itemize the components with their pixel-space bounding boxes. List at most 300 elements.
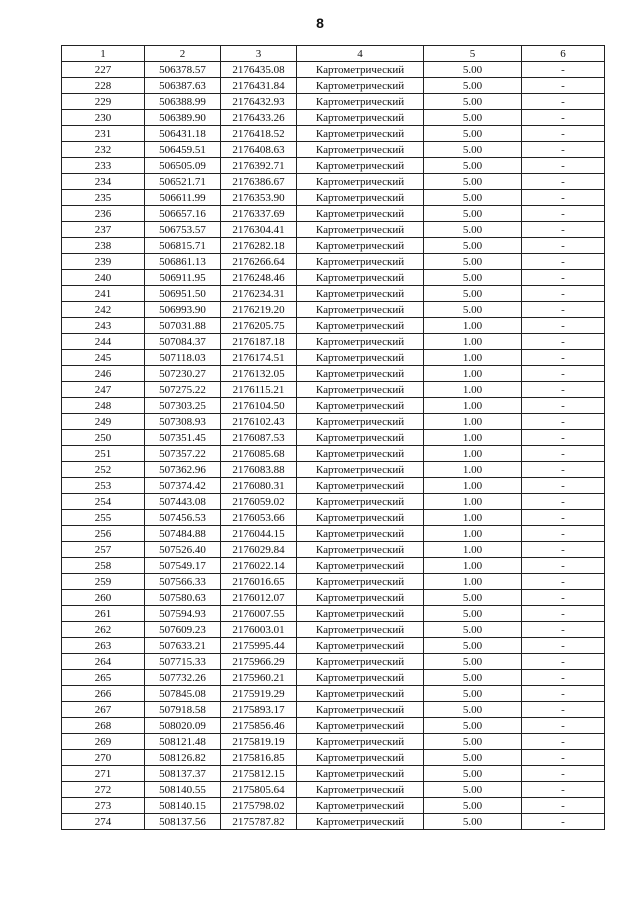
- point-number-cell: 246: [62, 366, 145, 382]
- note-cell: -: [522, 158, 605, 174]
- accuracy-cell: 5.00: [424, 238, 522, 254]
- table-row: [62, 622, 605, 638]
- note-cell: -: [522, 622, 605, 638]
- accuracy-cell: 1.00: [424, 398, 522, 414]
- accuracy-cell: 5.00: [424, 750, 522, 766]
- point-number-cell: 234: [62, 174, 145, 190]
- header-cell-2: 2: [145, 46, 221, 62]
- accuracy-cell: 1.00: [424, 350, 522, 366]
- table-row: [62, 286, 605, 302]
- x-coordinate-cell: 506521.71: [145, 174, 221, 190]
- note-cell: -: [522, 382, 605, 398]
- accuracy-cell: 5.00: [424, 222, 522, 238]
- x-coordinate-cell: 506951.50: [145, 286, 221, 302]
- point-number-cell: 272: [62, 782, 145, 798]
- note-cell: -: [522, 638, 605, 654]
- point-number-cell: 249: [62, 414, 145, 430]
- note-cell: -: [522, 286, 605, 302]
- x-coordinate-cell: 506815.71: [145, 238, 221, 254]
- x-coordinate-cell: 508126.82: [145, 750, 221, 766]
- method-cell: Картометрический: [297, 334, 424, 350]
- method-cell: Картометрический: [297, 78, 424, 94]
- y-coordinate-cell: 2175995.44: [221, 638, 297, 654]
- table-row: [62, 542, 605, 558]
- point-number-cell: 268: [62, 718, 145, 734]
- note-cell: -: [522, 142, 605, 158]
- y-coordinate-cell: 2176115.21: [221, 382, 297, 398]
- x-coordinate-cell: 507084.37: [145, 334, 221, 350]
- x-coordinate-cell: 508140.15: [145, 798, 221, 814]
- point-number-cell: 254: [62, 494, 145, 510]
- y-coordinate-cell: 2176205.75: [221, 318, 297, 334]
- header-cell-5: 5: [424, 46, 522, 62]
- table-row: [62, 94, 605, 110]
- accuracy-cell: 1.00: [424, 574, 522, 590]
- x-coordinate-cell: 508140.55: [145, 782, 221, 798]
- accuracy-cell: 5.00: [424, 126, 522, 142]
- method-cell: Картометрический: [297, 478, 424, 494]
- point-number-cell: 236: [62, 206, 145, 222]
- method-cell: Картометрический: [297, 446, 424, 462]
- point-number-cell: 257: [62, 542, 145, 558]
- accuracy-cell: 5.00: [424, 62, 522, 78]
- method-cell: Картометрический: [297, 366, 424, 382]
- method-cell: Картометрический: [297, 622, 424, 638]
- method-cell: Картометрический: [297, 606, 424, 622]
- table-row: [62, 190, 605, 206]
- point-number-cell: 250: [62, 430, 145, 446]
- accuracy-cell: 5.00: [424, 190, 522, 206]
- x-coordinate-cell: 506389.90: [145, 110, 221, 126]
- note-cell: -: [522, 318, 605, 334]
- point-number-cell: 255: [62, 510, 145, 526]
- table-body: [62, 62, 605, 830]
- y-coordinate-cell: 2176392.71: [221, 158, 297, 174]
- y-coordinate-cell: 2176386.67: [221, 174, 297, 190]
- accuracy-cell: 5.00: [424, 702, 522, 718]
- accuracy-cell: 1.00: [424, 494, 522, 510]
- header-cell-6: 6: [522, 46, 605, 62]
- method-cell: Картометрический: [297, 286, 424, 302]
- note-cell: -: [522, 494, 605, 510]
- accuracy-cell: 1.00: [424, 542, 522, 558]
- accuracy-cell: 5.00: [424, 606, 522, 622]
- point-number-cell: 243: [62, 318, 145, 334]
- x-coordinate-cell: 506753.57: [145, 222, 221, 238]
- method-cell: Картометрический: [297, 126, 424, 142]
- accuracy-cell: 1.00: [424, 446, 522, 462]
- note-cell: -: [522, 606, 605, 622]
- point-number-cell: 238: [62, 238, 145, 254]
- x-coordinate-cell: 508137.37: [145, 766, 221, 782]
- table-row: [62, 638, 605, 654]
- x-coordinate-cell: 507230.27: [145, 366, 221, 382]
- table-row: [62, 270, 605, 286]
- accuracy-cell: 1.00: [424, 558, 522, 574]
- x-coordinate-cell: 506993.90: [145, 302, 221, 318]
- x-coordinate-cell: 507566.33: [145, 574, 221, 590]
- method-cell: Картометрический: [297, 814, 424, 830]
- y-coordinate-cell: 2176187.18: [221, 334, 297, 350]
- point-number-cell: 266: [62, 686, 145, 702]
- table-row: [62, 414, 605, 430]
- table-row: [62, 766, 605, 782]
- y-coordinate-cell: 2175805.64: [221, 782, 297, 798]
- header-cell-4: 4: [297, 46, 424, 62]
- point-number-cell: 273: [62, 798, 145, 814]
- y-coordinate-cell: 2175812.15: [221, 766, 297, 782]
- accuracy-cell: 5.00: [424, 78, 522, 94]
- method-cell: Картометрический: [297, 302, 424, 318]
- method-cell: Картометрический: [297, 574, 424, 590]
- accuracy-cell: 5.00: [424, 782, 522, 798]
- point-number-cell: 262: [62, 622, 145, 638]
- accuracy-cell: 5.00: [424, 270, 522, 286]
- table-row: [62, 254, 605, 270]
- point-number-cell: 251: [62, 446, 145, 462]
- note-cell: -: [522, 702, 605, 718]
- y-coordinate-cell: 2176248.46: [221, 270, 297, 286]
- header-row: [62, 46, 605, 62]
- y-coordinate-cell: 2176012.07: [221, 590, 297, 606]
- y-coordinate-cell: 2176337.69: [221, 206, 297, 222]
- table-row: [62, 478, 605, 494]
- method-cell: Картометрический: [297, 542, 424, 558]
- y-coordinate-cell: 2176408.63: [221, 142, 297, 158]
- method-cell: Картометрический: [297, 510, 424, 526]
- accuracy-cell: 5.00: [424, 766, 522, 782]
- table-row: [62, 430, 605, 446]
- x-coordinate-cell: 507918.58: [145, 702, 221, 718]
- y-coordinate-cell: 2175893.17: [221, 702, 297, 718]
- y-coordinate-cell: 2176432.93: [221, 94, 297, 110]
- accuracy-cell: 5.00: [424, 174, 522, 190]
- note-cell: -: [522, 334, 605, 350]
- y-coordinate-cell: 2176418.52: [221, 126, 297, 142]
- point-number-cell: 235: [62, 190, 145, 206]
- y-coordinate-cell: 2175816.85: [221, 750, 297, 766]
- note-cell: -: [522, 414, 605, 430]
- accuracy-cell: 1.00: [424, 526, 522, 542]
- note-cell: -: [522, 62, 605, 78]
- method-cell: Картометрический: [297, 206, 424, 222]
- y-coordinate-cell: 2176132.05: [221, 366, 297, 382]
- y-coordinate-cell: 2175819.19: [221, 734, 297, 750]
- accuracy-cell: 1.00: [424, 318, 522, 334]
- table-row: [62, 590, 605, 606]
- note-cell: -: [522, 478, 605, 494]
- note-cell: -: [522, 782, 605, 798]
- coordinates-table: [61, 45, 605, 830]
- table-row: [62, 398, 605, 414]
- method-cell: Картометрический: [297, 750, 424, 766]
- x-coordinate-cell: 508020.09: [145, 718, 221, 734]
- point-number-cell: 267: [62, 702, 145, 718]
- accuracy-cell: 1.00: [424, 462, 522, 478]
- note-cell: -: [522, 590, 605, 606]
- table-header: [62, 46, 605, 62]
- note-cell: -: [522, 110, 605, 126]
- y-coordinate-cell: 2176102.43: [221, 414, 297, 430]
- note-cell: -: [522, 174, 605, 190]
- table-row: [62, 350, 605, 366]
- table-row: [62, 222, 605, 238]
- y-coordinate-cell: 2176266.64: [221, 254, 297, 270]
- table-row: [62, 702, 605, 718]
- y-coordinate-cell: 2176234.31: [221, 286, 297, 302]
- note-cell: -: [522, 734, 605, 750]
- method-cell: Картометрический: [297, 782, 424, 798]
- note-cell: -: [522, 270, 605, 286]
- x-coordinate-cell: 506657.16: [145, 206, 221, 222]
- method-cell: Картометрический: [297, 670, 424, 686]
- point-number-cell: 240: [62, 270, 145, 286]
- table-row: [62, 462, 605, 478]
- x-coordinate-cell: 507443.08: [145, 494, 221, 510]
- point-number-cell: 259: [62, 574, 145, 590]
- x-coordinate-cell: 507362.96: [145, 462, 221, 478]
- x-coordinate-cell: 507456.53: [145, 510, 221, 526]
- table-row: [62, 110, 605, 126]
- point-number-cell: 244: [62, 334, 145, 350]
- y-coordinate-cell: 2176003.01: [221, 622, 297, 638]
- point-number-cell: 269: [62, 734, 145, 750]
- x-coordinate-cell: 507484.88: [145, 526, 221, 542]
- y-coordinate-cell: 2176053.66: [221, 510, 297, 526]
- y-coordinate-cell: 2176174.51: [221, 350, 297, 366]
- x-coordinate-cell: 507633.21: [145, 638, 221, 654]
- y-coordinate-cell: 2176282.18: [221, 238, 297, 254]
- method-cell: Картометрический: [297, 350, 424, 366]
- accuracy-cell: 5.00: [424, 590, 522, 606]
- point-number-cell: 245: [62, 350, 145, 366]
- x-coordinate-cell: 506378.57: [145, 62, 221, 78]
- table-row: [62, 334, 605, 350]
- point-number-cell: 231: [62, 126, 145, 142]
- accuracy-cell: 1.00: [424, 430, 522, 446]
- note-cell: -: [522, 462, 605, 478]
- y-coordinate-cell: 2175966.29: [221, 654, 297, 670]
- accuracy-cell: 5.00: [424, 798, 522, 814]
- table-row: [62, 510, 605, 526]
- note-cell: -: [522, 558, 605, 574]
- x-coordinate-cell: 507308.93: [145, 414, 221, 430]
- method-cell: Картометрический: [297, 798, 424, 814]
- method-cell: Картометрический: [297, 654, 424, 670]
- y-coordinate-cell: 2175919.29: [221, 686, 297, 702]
- table-row: [62, 558, 605, 574]
- table-row: [62, 798, 605, 814]
- point-number-cell: 230: [62, 110, 145, 126]
- point-number-cell: 271: [62, 766, 145, 782]
- x-coordinate-cell: 507275.22: [145, 382, 221, 398]
- accuracy-cell: 5.00: [424, 622, 522, 638]
- method-cell: Картометрический: [297, 142, 424, 158]
- x-coordinate-cell: 507303.25: [145, 398, 221, 414]
- x-coordinate-cell: 508137.56: [145, 814, 221, 830]
- table-row: [62, 718, 605, 734]
- table-row: [62, 126, 605, 142]
- note-cell: -: [522, 654, 605, 670]
- method-cell: Картометрический: [297, 62, 424, 78]
- x-coordinate-cell: 507549.17: [145, 558, 221, 574]
- accuracy-cell: 5.00: [424, 158, 522, 174]
- header-cell-1: 1: [62, 46, 145, 62]
- point-number-cell: 256: [62, 526, 145, 542]
- y-coordinate-cell: 2175787.82: [221, 814, 297, 830]
- accuracy-cell: 1.00: [424, 510, 522, 526]
- note-cell: -: [522, 430, 605, 446]
- y-coordinate-cell: 2176087.53: [221, 430, 297, 446]
- y-coordinate-cell: 2176022.14: [221, 558, 297, 574]
- y-coordinate-cell: 2175798.02: [221, 798, 297, 814]
- point-number-cell: 265: [62, 670, 145, 686]
- y-coordinate-cell: 2176080.31: [221, 478, 297, 494]
- note-cell: -: [522, 254, 605, 270]
- table-row: [62, 318, 605, 334]
- x-coordinate-cell: 507526.40: [145, 542, 221, 558]
- accuracy-cell: 1.00: [424, 478, 522, 494]
- accuracy-cell: 5.00: [424, 718, 522, 734]
- method-cell: Картометрический: [297, 382, 424, 398]
- y-coordinate-cell: 2176016.65: [221, 574, 297, 590]
- table-row: [62, 158, 605, 174]
- x-coordinate-cell: 506459.51: [145, 142, 221, 158]
- table-row: [62, 142, 605, 158]
- table-row: [62, 366, 605, 382]
- x-coordinate-cell: 508121.48: [145, 734, 221, 750]
- y-coordinate-cell: 2176029.84: [221, 542, 297, 558]
- table-row: [62, 814, 605, 830]
- method-cell: Картометрический: [297, 734, 424, 750]
- point-number-cell: 237: [62, 222, 145, 238]
- method-cell: Картометрический: [297, 398, 424, 414]
- accuracy-cell: 5.00: [424, 734, 522, 750]
- y-coordinate-cell: 2176059.02: [221, 494, 297, 510]
- y-coordinate-cell: 2176007.55: [221, 606, 297, 622]
- note-cell: -: [522, 94, 605, 110]
- x-coordinate-cell: 507732.26: [145, 670, 221, 686]
- table-row: [62, 734, 605, 750]
- accuracy-cell: 5.00: [424, 94, 522, 110]
- y-coordinate-cell: 2175960.21: [221, 670, 297, 686]
- table-row: [62, 526, 605, 542]
- x-coordinate-cell: 507594.93: [145, 606, 221, 622]
- point-number-cell: 233: [62, 158, 145, 174]
- note-cell: -: [522, 798, 605, 814]
- point-number-cell: 227: [62, 62, 145, 78]
- method-cell: Картометрический: [297, 254, 424, 270]
- note-cell: -: [522, 574, 605, 590]
- note-cell: -: [522, 190, 605, 206]
- method-cell: Картометрический: [297, 766, 424, 782]
- header-cell-3: 3: [221, 46, 297, 62]
- table-row: [62, 750, 605, 766]
- accuracy-cell: 5.00: [424, 686, 522, 702]
- y-coordinate-cell: 2176431.84: [221, 78, 297, 94]
- method-cell: Картометрический: [297, 702, 424, 718]
- table-row: [62, 206, 605, 222]
- point-number-cell: 228: [62, 78, 145, 94]
- point-number-cell: 253: [62, 478, 145, 494]
- note-cell: -: [522, 750, 605, 766]
- method-cell: Картометрический: [297, 190, 424, 206]
- method-cell: Картометрический: [297, 494, 424, 510]
- y-coordinate-cell: 2176304.41: [221, 222, 297, 238]
- accuracy-cell: 1.00: [424, 366, 522, 382]
- table-row: [62, 446, 605, 462]
- point-number-cell: 260: [62, 590, 145, 606]
- x-coordinate-cell: 507374.42: [145, 478, 221, 494]
- method-cell: Картометрический: [297, 158, 424, 174]
- note-cell: -: [522, 126, 605, 142]
- point-number-cell: 239: [62, 254, 145, 270]
- method-cell: Картометрический: [297, 462, 424, 478]
- x-coordinate-cell: 506505.09: [145, 158, 221, 174]
- method-cell: Картометрический: [297, 686, 424, 702]
- note-cell: -: [522, 446, 605, 462]
- accuracy-cell: 5.00: [424, 110, 522, 126]
- y-coordinate-cell: 2176044.15: [221, 526, 297, 542]
- x-coordinate-cell: 506387.63: [145, 78, 221, 94]
- x-coordinate-cell: 507845.08: [145, 686, 221, 702]
- x-coordinate-cell: 507715.33: [145, 654, 221, 670]
- accuracy-cell: 5.00: [424, 654, 522, 670]
- x-coordinate-cell: 506431.18: [145, 126, 221, 142]
- table-row: [62, 494, 605, 510]
- point-number-cell: 247: [62, 382, 145, 398]
- table-row: [62, 302, 605, 318]
- x-coordinate-cell: 507357.22: [145, 446, 221, 462]
- x-coordinate-cell: 506611.99: [145, 190, 221, 206]
- table-row: [62, 606, 605, 622]
- table-row: [62, 238, 605, 254]
- point-number-cell: 264: [62, 654, 145, 670]
- x-coordinate-cell: 506911.95: [145, 270, 221, 286]
- accuracy-cell: 1.00: [424, 382, 522, 398]
- y-coordinate-cell: 2176104.50: [221, 398, 297, 414]
- method-cell: Картометрический: [297, 318, 424, 334]
- note-cell: -: [522, 366, 605, 382]
- method-cell: Картометрический: [297, 270, 424, 286]
- method-cell: Картометрический: [297, 590, 424, 606]
- method-cell: Картометрический: [297, 110, 424, 126]
- table-row: [62, 78, 605, 94]
- accuracy-cell: 5.00: [424, 814, 522, 830]
- y-coordinate-cell: 2176219.20: [221, 302, 297, 318]
- method-cell: Картометрический: [297, 638, 424, 654]
- method-cell: Картометрический: [297, 238, 424, 254]
- note-cell: -: [522, 686, 605, 702]
- table-row: [62, 382, 605, 398]
- method-cell: Картометрический: [297, 414, 424, 430]
- x-coordinate-cell: 507351.45: [145, 430, 221, 446]
- table-row: [62, 62, 605, 78]
- point-number-cell: 229: [62, 94, 145, 110]
- accuracy-cell: 5.00: [424, 638, 522, 654]
- point-number-cell: 232: [62, 142, 145, 158]
- note-cell: -: [522, 238, 605, 254]
- point-number-cell: 252: [62, 462, 145, 478]
- y-coordinate-cell: 2176433.26: [221, 110, 297, 126]
- table-row: [62, 782, 605, 798]
- accuracy-cell: 1.00: [424, 414, 522, 430]
- y-coordinate-cell: 2176085.68: [221, 446, 297, 462]
- accuracy-cell: 5.00: [424, 302, 522, 318]
- note-cell: -: [522, 350, 605, 366]
- point-number-cell: 242: [62, 302, 145, 318]
- accuracy-cell: 5.00: [424, 670, 522, 686]
